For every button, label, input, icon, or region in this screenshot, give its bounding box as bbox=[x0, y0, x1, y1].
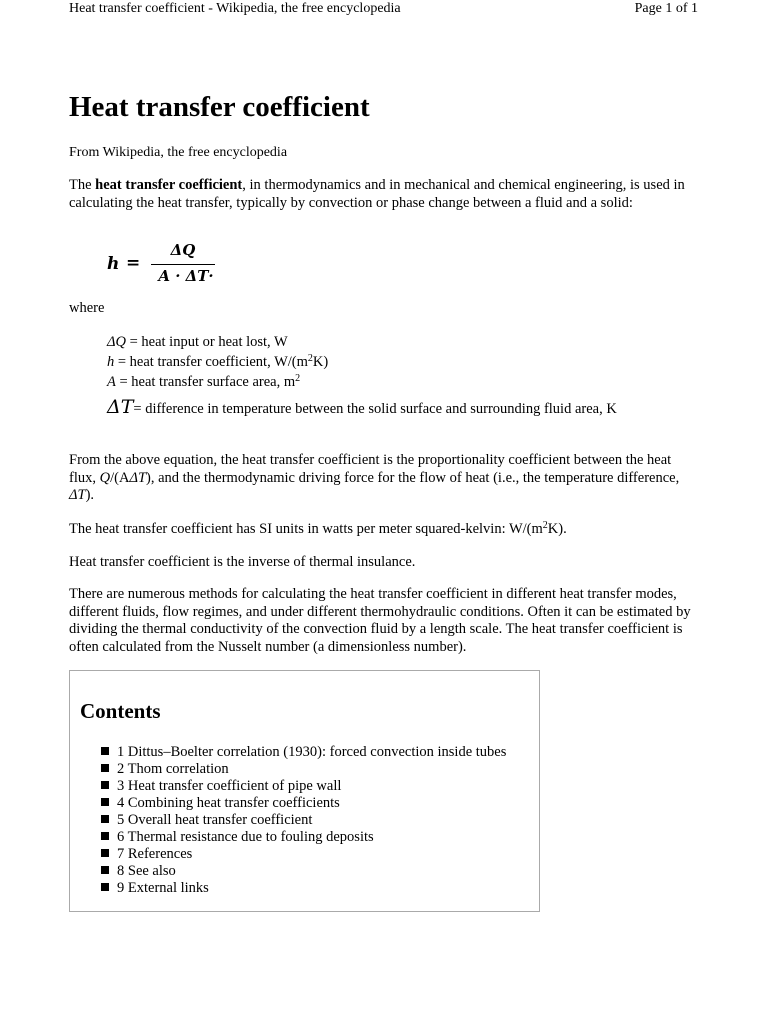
toc-item[interactable] bbox=[101, 846, 506, 863]
definition-row bbox=[107, 372, 707, 392]
formula-numerator: ΔQ bbox=[170, 241, 196, 259]
paragraph-text: ). bbox=[85, 487, 95, 503]
toc-item[interactable] bbox=[101, 761, 506, 778]
paragraph-si-units bbox=[69, 521, 699, 539]
definition-text-after: K) bbox=[312, 354, 329, 370]
toc-item[interactable] bbox=[101, 812, 506, 829]
definition-superscript: 2 bbox=[295, 373, 301, 384]
formula-fraction-bar bbox=[151, 264, 215, 265]
print-header bbox=[69, 0, 698, 22]
italic-symbol: Q bbox=[99, 469, 111, 486]
definition-row bbox=[107, 394, 707, 420]
article-tagline: From Wikipedia, the free encyclopedia bbox=[69, 145, 288, 160]
toc-item[interactable] bbox=[101, 880, 506, 897]
definition-symbol: h bbox=[107, 354, 115, 370]
superscript: 2 bbox=[542, 520, 548, 531]
paragraph-methods: There are numerous methods for calculating the heat transfer coefficient in different heat transfer modes, different fluids, flow regimes, and under different thermohydraulic conditions. Often it can be estimated by dividing the thermal conductivity of the convection fluid by a length scale. The heat transfer coefficient is often calculated from the Nusselt number (a dimensionless number). bbox=[69, 586, 691, 655]
toc-item[interactable] bbox=[101, 829, 506, 846]
where-label: where bbox=[69, 300, 105, 316]
definition-symbol: ΔT bbox=[107, 396, 134, 418]
toc-item-label: 9 External links bbox=[117, 880, 209, 896]
print-header-title: Heat transfer coefficient - Wikipedia, the free encyclopedia bbox=[69, 1, 401, 16]
square-bullet-icon bbox=[101, 832, 109, 840]
toc-item-label: 6 Thermal resistance due to fouling deposits bbox=[117, 829, 374, 845]
toc-item-label: 3 Heat transfer coefficient of pipe wall bbox=[117, 778, 342, 794]
square-bullet-icon bbox=[101, 849, 109, 857]
definition-row bbox=[107, 332, 707, 352]
square-bullet-icon bbox=[101, 781, 109, 789]
toc-title: Contents bbox=[80, 699, 161, 723]
toc-item-label: 5 Overall heat transfer coefficient bbox=[117, 812, 313, 828]
toc-item[interactable] bbox=[101, 795, 506, 812]
intro-bold-term: heat transfer coefficient bbox=[95, 177, 243, 193]
article-title: Heat transfer coefficient bbox=[69, 91, 370, 123]
definitions-list bbox=[107, 332, 707, 420]
square-bullet-icon bbox=[101, 798, 109, 806]
paragraph-text: /(A bbox=[110, 469, 130, 486]
toc-item-label: 8 See also bbox=[117, 863, 176, 879]
definition-text: = difference in temperature between the solid surface and surrounding fluid area, K bbox=[133, 401, 617, 417]
definition-text: = heat transfer surface area, m bbox=[115, 374, 296, 390]
paragraph-text: The heat transfer coefficient has SI units in watts per meter squared-kelvin: W/(m bbox=[69, 521, 543, 537]
square-bullet-icon bbox=[101, 747, 109, 755]
formula-lhs: h bbox=[107, 254, 120, 274]
heat-transfer-formula bbox=[107, 241, 217, 287]
paragraph-text: K). bbox=[547, 521, 567, 537]
definition-row bbox=[107, 352, 707, 372]
definition-superscript: 2 bbox=[307, 353, 313, 364]
definition-text: = heat transfer coefficient, W/(m bbox=[114, 354, 308, 370]
square-bullet-icon bbox=[101, 764, 109, 772]
print-page-number: Page 1 of 1 bbox=[634, 1, 698, 16]
toc-item-label: 2 Thom correlation bbox=[117, 761, 229, 777]
intro-text-pre: The bbox=[69, 177, 96, 193]
paragraph-heat-flux bbox=[69, 452, 699, 505]
definition-symbol: A bbox=[107, 374, 116, 390]
square-bullet-icon bbox=[101, 815, 109, 823]
paragraph-insulance: Heat transfer coefficient is the inverse of thermal insulance. bbox=[69, 554, 416, 570]
intro-paragraph bbox=[69, 177, 699, 212]
square-bullet-icon bbox=[101, 866, 109, 874]
toc-item-label: 7 References bbox=[117, 846, 193, 862]
intro-text-post: , in thermodynamics and in mechanical and chemical engineering, is used in calculating the heat transfer, typically by convection or phase change between a fluid and a solid: bbox=[69, 177, 685, 211]
definition-symbol: ΔQ bbox=[107, 334, 126, 350]
toc-item[interactable] bbox=[101, 778, 506, 795]
italic-symbol: ΔT bbox=[129, 469, 147, 486]
formula-denominator: A · ΔT· bbox=[158, 267, 214, 285]
italic-symbol: ΔT bbox=[69, 487, 86, 503]
paragraph-text: ), and the thermodynamic driving force for the flow of heat (i.e., the temperature difference, bbox=[146, 469, 680, 486]
toc-item-label: 1 Dittus–Boelter correlation (1930): forced convection inside tubes bbox=[117, 744, 507, 760]
formula-equals: = bbox=[126, 253, 141, 273]
toc-list bbox=[101, 744, 506, 897]
square-bullet-icon bbox=[101, 883, 109, 891]
definition-text: = heat input or heat lost, W bbox=[125, 334, 288, 350]
toc-item-label: 4 Combining heat transfer coefficients bbox=[117, 795, 340, 811]
toc-item[interactable] bbox=[101, 863, 506, 880]
paragraph-text: From the above equation, the heat transfer coefficient is the proportionality coefficient between the heat flux, bbox=[69, 452, 672, 486]
toc-item[interactable] bbox=[101, 744, 506, 761]
table-of-contents bbox=[69, 670, 540, 912]
